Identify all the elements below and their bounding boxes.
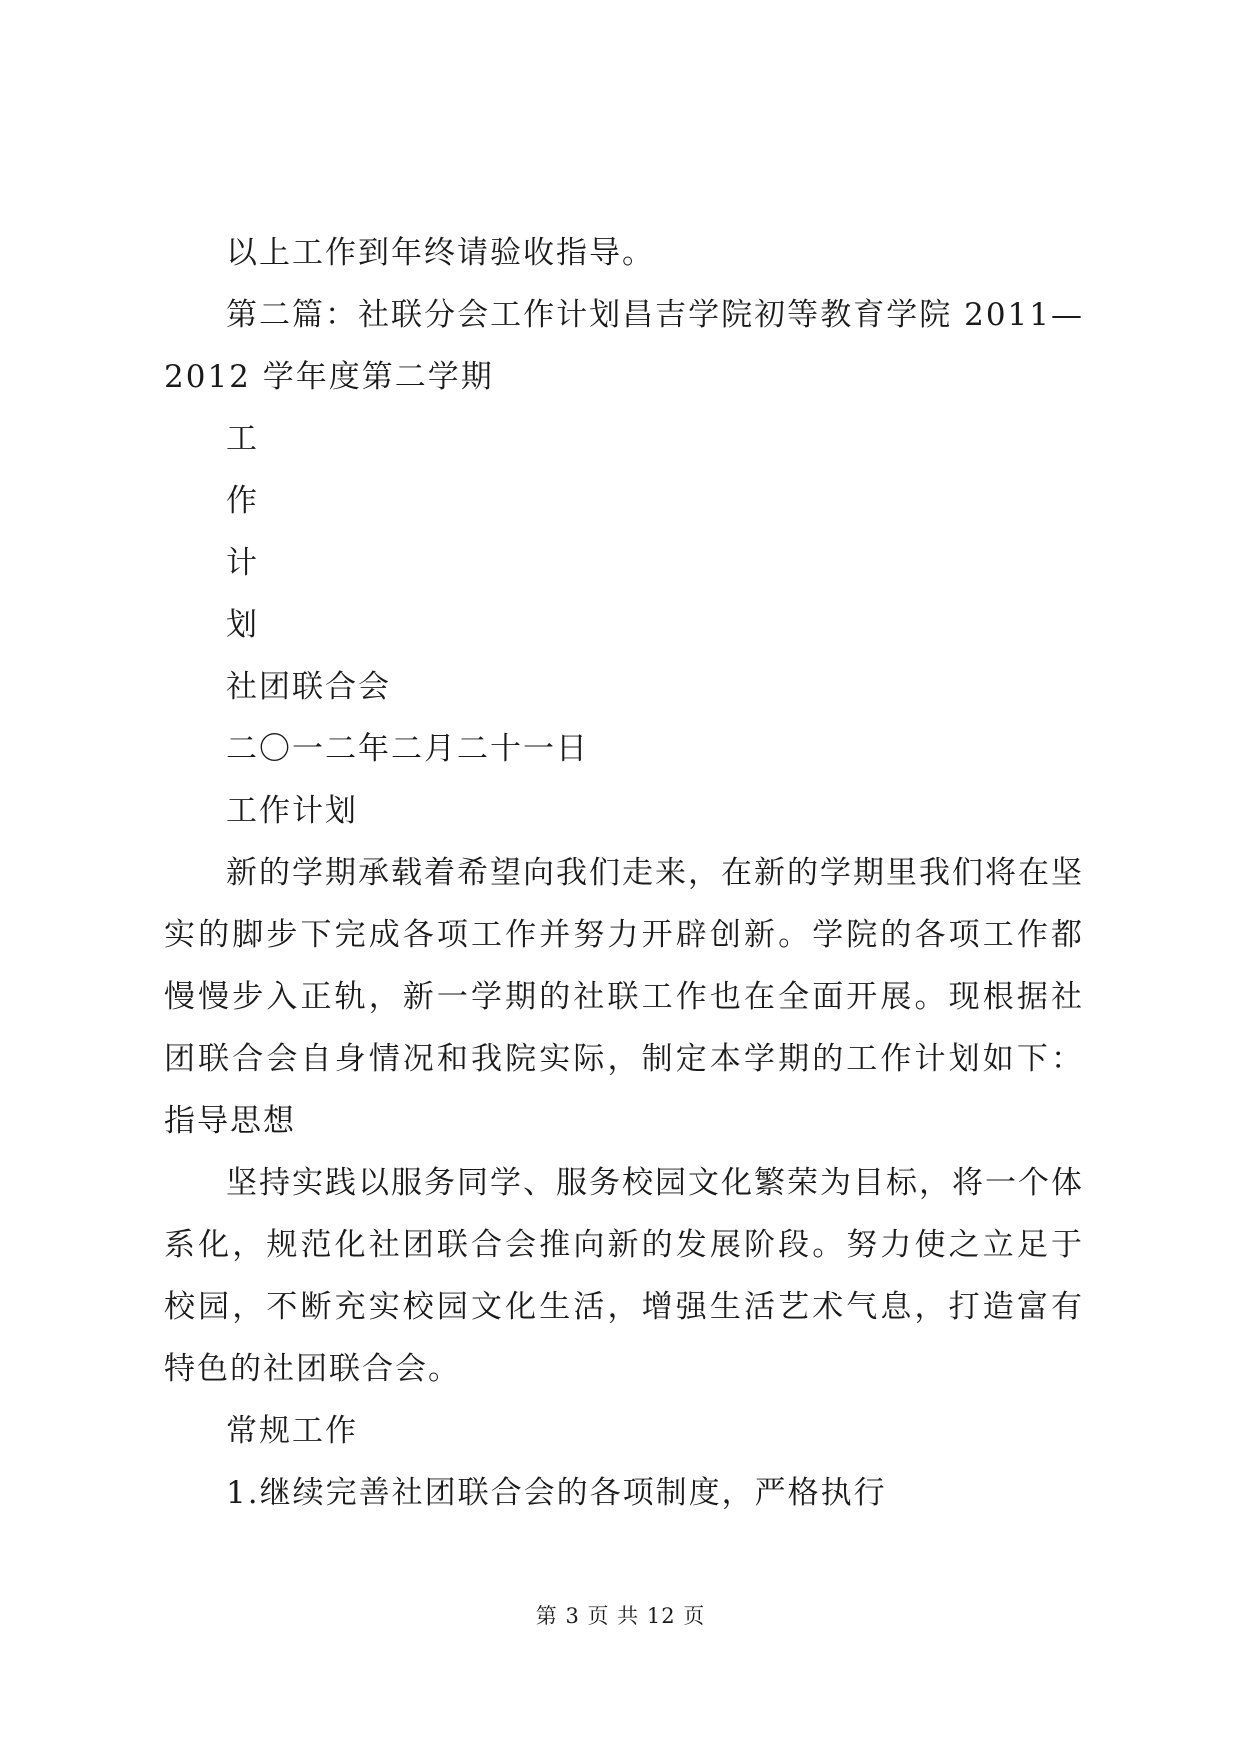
page-footer: [0, 1600, 1241, 1630]
document-body: [164, 222, 1084, 1524]
paragraph-vertical-char-1: 工: [226, 421, 259, 457]
page-number-indicator: 第 3 页 共 12 页: [535, 1604, 706, 1628]
paragraph-vertical-char-4: 划: [226, 607, 259, 643]
paragraph-closing: 以上工作到年终请验收指导。: [226, 235, 655, 271]
paragraph-heading-work-plan: 工作计划: [226, 793, 358, 829]
paragraph-heading-routine-work: 常规工作: [226, 1413, 358, 1449]
paragraph-vertical-char-2: 作: [226, 483, 259, 519]
paragraph-intro: 新的学期承载着希望向我们走来，在新的学期里我们将在坚实的脚步下完成各项工作并努力开辟创新。学院的各项工作都慢慢步入正轨，新一学期的社联工作也在全面开展。现根据社团联合会自身情况和我院实际，制定本学期的工作计划如下：指导思想: [164, 855, 1084, 1139]
paragraph-vertical-char-3: 计: [226, 545, 259, 581]
paragraph-item-1: 1.继续完善社团联合会的各项制度，严格执行: [226, 1475, 887, 1511]
paragraph-date: 二〇一二年二月二十一日: [226, 731, 589, 767]
paragraph-section-title: 第二篇：社联分会工作计划昌吉学院初等教育学院 2011—2012 学年度第二学期: [164, 297, 1084, 395]
paragraph-organization: 社团联合会: [226, 669, 391, 705]
paragraph-guiding-thought: 坚持实践以服务同学、服务校园文化繁荣为目标，将一个体系化，规范化社团联合会推向新的发展阶段。努力使之立足于校园，不断充实校园文化生活，增强生活艺术气息，打造富有特色的社团联合会。: [164, 1165, 1084, 1387]
